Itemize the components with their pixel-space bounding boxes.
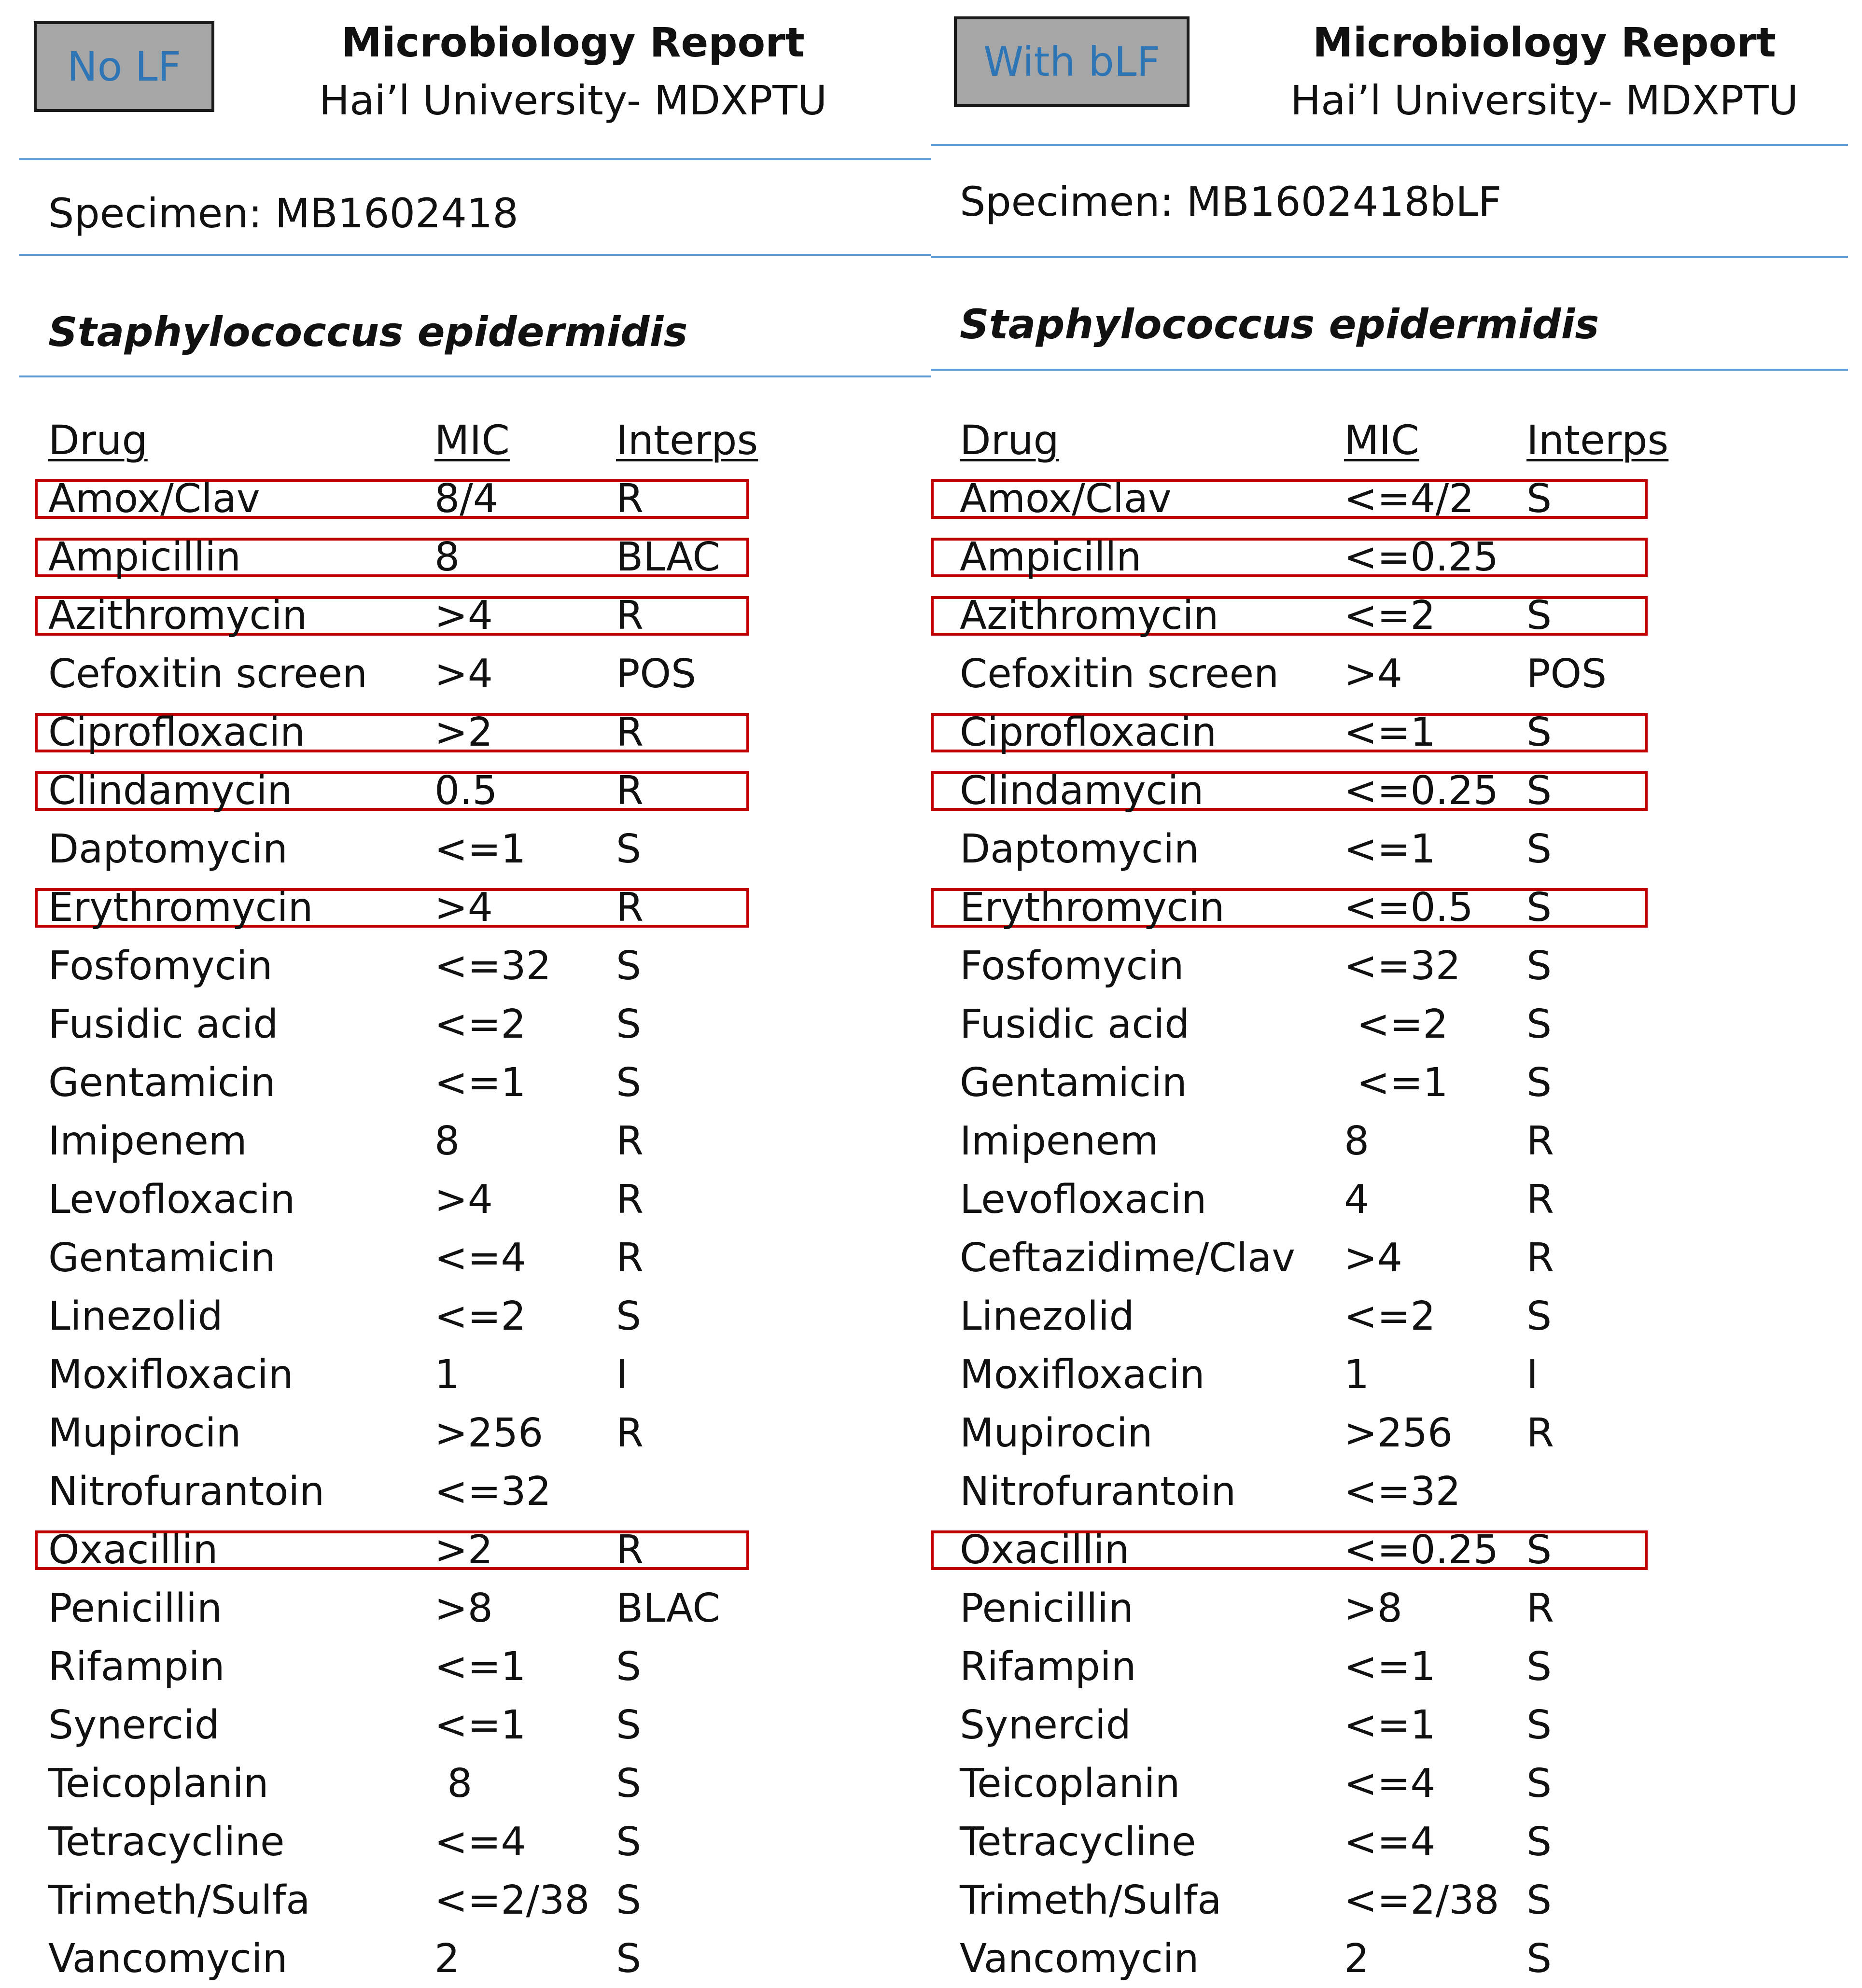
interp-cell: S (1526, 1001, 1552, 1047)
mic-cell: <=2 (434, 1293, 526, 1339)
mic-cell: <=4 (1344, 1819, 1436, 1865)
table-row (0, 1170, 931, 1229)
mic-cell: <=1 (1344, 709, 1436, 755)
drug-cell: Ceftazidime/Clav (960, 1235, 1295, 1281)
table-row (0, 1754, 931, 1813)
interp-cell: POS (1526, 651, 1607, 697)
table-row (0, 1346, 931, 1404)
interp-cell: R (616, 1177, 644, 1223)
interp-cell: S (1526, 1527, 1552, 1573)
table-row (0, 1404, 931, 1462)
table-row (931, 937, 1862, 995)
table-row (931, 878, 1862, 937)
interp-cell: R (616, 768, 644, 814)
table-row (0, 703, 931, 762)
drug-cell: Levofloxacin (960, 1177, 1207, 1223)
interp-cell: S (1526, 1761, 1552, 1807)
mic-cell: <=4 (1344, 1761, 1436, 1807)
interp-cell: R (1526, 1177, 1554, 1223)
drug-cell: Nitrofurantoin (960, 1469, 1236, 1515)
drug-cell: Ampicillin (48, 534, 241, 580)
drug-cell: Fusidic acid (960, 1001, 1190, 1047)
interp-cell: S (1526, 826, 1552, 872)
mic-cell: >2 (434, 709, 493, 755)
mic-cell: <=2 (1344, 1001, 1448, 1047)
table-row (0, 1871, 931, 1930)
table-row (0, 470, 931, 528)
report-panel-no-lf (0, 0, 931, 1985)
interp-cell: R (1526, 1585, 1554, 1631)
mic-cell: <=32 (1344, 943, 1461, 989)
interp-cell: S (616, 1702, 642, 1748)
drug-cell: Imipenem (48, 1118, 247, 1164)
interp-cell: S (616, 1819, 642, 1865)
drug-cell: Cefoxitin screen (48, 651, 368, 697)
drug-cell: Mupirocin (960, 1410, 1153, 1456)
table-row (931, 1170, 1862, 1229)
mic-cell: <=1 (1344, 1702, 1436, 1748)
divider-line (931, 256, 1848, 258)
divider-line (931, 369, 1848, 371)
mic-cell: 1 (434, 1352, 460, 1398)
report-institution: Hai’l University- MDXPTU (319, 77, 827, 124)
table-row (931, 1813, 1862, 1871)
table-row (931, 820, 1862, 878)
drug-cell: Fusidic acid (48, 1001, 279, 1047)
drug-cell: Oxacillin (48, 1527, 218, 1573)
table-row (0, 995, 931, 1054)
divider-line (931, 144, 1848, 146)
table-row (931, 1521, 1862, 1579)
interp-cell: S (1526, 1936, 1552, 1982)
mic-cell: 8 (434, 534, 460, 580)
drug-cell: Amox/Clav (960, 476, 1172, 522)
interp-cell: R (1526, 1410, 1554, 1456)
interp-cell: S (616, 1060, 642, 1106)
drug-cell: Gentamicin (960, 1060, 1187, 1106)
drug-cell: Synercid (48, 1702, 220, 1748)
interp-cell: S (1526, 943, 1552, 989)
interp-cell: S (1526, 1877, 1552, 1923)
interp-cell: S (616, 1761, 642, 1807)
mic-cell: 8 (434, 1761, 473, 1807)
interp-cell: S (616, 1877, 642, 1923)
drug-cell: Ciprofloxacin (960, 709, 1217, 755)
table-row (931, 1579, 1862, 1638)
table-row (0, 937, 931, 995)
mic-cell: <=1 (434, 1644, 526, 1690)
interp-cell: I (1526, 1352, 1539, 1398)
interp-cell: S (1526, 1060, 1552, 1106)
drug-cell: Mupirocin (48, 1410, 241, 1456)
table-row (0, 1696, 931, 1754)
table-row (931, 1462, 1862, 1521)
drug-cell: Azithromycin (48, 593, 308, 639)
interp-cell: S (616, 1936, 642, 1982)
mic-cell: 8 (434, 1118, 460, 1164)
drug-cell: Erythromycin (48, 885, 313, 931)
drug-cell: Nitrofurantoin (48, 1469, 325, 1515)
interp-cell: S (1526, 1819, 1552, 1865)
interp-cell: S (1526, 1702, 1552, 1748)
table-row (931, 1696, 1862, 1754)
mic-cell: <=0.5 (1344, 885, 1473, 931)
drug-cell: Clindamycin (960, 768, 1204, 814)
table-row (0, 878, 931, 937)
mic-cell: 8/4 (434, 476, 498, 522)
interp-cell: R (616, 476, 644, 522)
organism-name: Staphylococcus epidermidis (48, 308, 688, 356)
interp-cell: BLAC (616, 534, 720, 580)
mic-cell: <=2 (1344, 593, 1436, 639)
mic-cell: 2 (1344, 1936, 1370, 1982)
interp-cell: POS (616, 651, 697, 697)
mic-cell: >4 (1344, 651, 1402, 697)
drug-cell: Linezolid (960, 1293, 1134, 1339)
mic-cell: <=4 (434, 1235, 526, 1281)
table-row (931, 470, 1862, 528)
table-row (931, 586, 1862, 645)
mic-cell: <=2/38 (434, 1877, 590, 1923)
mic-cell: <=1 (1344, 1060, 1448, 1106)
drug-cell: Linezolid (48, 1293, 223, 1339)
mic-cell: >2 (434, 1527, 493, 1573)
table-row (0, 762, 931, 820)
mic-cell: <=4 (434, 1819, 526, 1865)
mic-cell: 0.5 (434, 768, 498, 814)
table-row (0, 1287, 931, 1346)
mic-cell: >4 (434, 651, 493, 697)
mic-cell: <=2/38 (1344, 1877, 1499, 1923)
interp-cell: S (1526, 768, 1552, 814)
column-header-drug: Drug (960, 417, 1059, 464)
table-row (931, 645, 1862, 703)
mic-cell: <=32 (1344, 1469, 1461, 1515)
interp-cell: R (1526, 1118, 1554, 1164)
drug-cell: Synercid (960, 1702, 1131, 1748)
interp-cell: S (616, 943, 642, 989)
table-row (0, 1579, 931, 1638)
table-row (931, 762, 1862, 820)
divider-line (19, 158, 931, 160)
drug-cell: Trimeth/Sulfa (960, 1877, 1222, 1923)
column-header-interps: Interps (616, 417, 758, 464)
drug-cell: Daptomycin (48, 826, 288, 872)
interp-cell: R (1526, 1235, 1554, 1281)
mic-cell: >4 (434, 1177, 493, 1223)
drug-cell: Oxacillin (960, 1527, 1130, 1573)
mic-cell: >4 (434, 593, 493, 639)
mic-cell: >256 (434, 1410, 544, 1456)
mic-cell: <=0.25 (1344, 768, 1498, 814)
interp-cell: S (616, 826, 642, 872)
mic-cell: <=32 (434, 943, 551, 989)
interp-cell: R (616, 593, 644, 639)
mic-cell: >256 (1344, 1410, 1453, 1456)
condition-tag: No LF (34, 21, 214, 112)
drug-cell: Imipenem (960, 1118, 1159, 1164)
table-row (0, 1229, 931, 1287)
drug-cell: Ampicilln (960, 534, 1142, 580)
column-header-mic: MIC (1344, 417, 1419, 464)
mic-cell: >8 (1344, 1585, 1402, 1631)
interp-cell: S (1526, 885, 1552, 931)
table-row (0, 1638, 931, 1696)
mic-cell: 8 (1344, 1118, 1370, 1164)
table-row (0, 1930, 931, 1988)
interp-cell: S (1526, 476, 1552, 522)
table-row (0, 586, 931, 645)
table-row (931, 1054, 1862, 1112)
drug-cell: Tetracycline (960, 1819, 1196, 1865)
drug-cell: Clindamycin (48, 768, 293, 814)
drug-cell: Vancomycin (48, 1936, 288, 1982)
interp-cell: S (1526, 1644, 1552, 1690)
table-row (0, 645, 931, 703)
divider-line (19, 375, 931, 377)
mic-cell: <=0.25 (1344, 534, 1498, 580)
table-row (0, 528, 931, 586)
mic-cell: <=2 (1344, 1293, 1436, 1339)
mic-cell: <=1 (1344, 826, 1436, 872)
table-row (931, 703, 1862, 762)
interp-cell: S (1526, 709, 1552, 755)
table-row (931, 1930, 1862, 1988)
mic-cell: <=1 (434, 1060, 526, 1106)
mic-cell: <=1 (434, 1702, 526, 1748)
drug-cell: Teicoplanin (48, 1761, 269, 1807)
drug-cell: Gentamicin (48, 1235, 276, 1281)
report-institution: Hai’l University- MDXPTU (1290, 77, 1799, 124)
column-header-interps: Interps (1526, 417, 1669, 464)
interp-cell: S (616, 1293, 642, 1339)
drug-cell: Daptomycin (960, 826, 1200, 872)
drug-cell: Moxifloxacin (48, 1352, 294, 1398)
table-row (0, 820, 931, 878)
report-title: Microbiology Report (1313, 19, 1776, 66)
table-row (0, 1813, 931, 1871)
drug-cell: Teicoplanin (960, 1761, 1180, 1807)
table-row (931, 1404, 1862, 1462)
table-row (0, 1054, 931, 1112)
interp-cell: S (616, 1644, 642, 1690)
drug-cell: Vancomycin (960, 1936, 1199, 1982)
divider-line (19, 254, 931, 256)
drug-cell: Moxifloxacin (960, 1352, 1205, 1398)
interp-cell: R (616, 1118, 644, 1164)
mic-cell: <=32 (434, 1469, 551, 1515)
table-row (0, 1112, 931, 1170)
interp-cell: R (616, 709, 644, 755)
interp-cell: R (616, 1527, 644, 1573)
table-row (931, 528, 1862, 586)
interp-cell: R (616, 1235, 644, 1281)
drug-cell: Penicillin (48, 1585, 222, 1631)
mic-cell: 1 (1344, 1352, 1370, 1398)
mic-cell: >8 (434, 1585, 493, 1631)
mic-cell: >4 (1344, 1235, 1402, 1281)
table-row (931, 1638, 1862, 1696)
specimen-id: Specimen: MB1602418 (48, 190, 518, 237)
drug-cell: Ciprofloxacin (48, 709, 306, 755)
organism-name: Staphylococcus epidermidis (960, 301, 1599, 348)
specimen-id: Specimen: MB1602418bLF (960, 178, 1502, 225)
table-row (0, 1521, 931, 1579)
drug-cell: Rifampin (960, 1644, 1136, 1690)
report-title: Microbiology Report (341, 19, 805, 66)
interp-cell: S (1526, 593, 1552, 639)
drug-cell: Erythromycin (960, 885, 1225, 931)
table-row (931, 1287, 1862, 1346)
interp-cell: S (1526, 1293, 1552, 1339)
table-row (931, 1871, 1862, 1930)
interp-cell: I (616, 1352, 628, 1398)
drug-cell: Levofloxacin (48, 1177, 295, 1223)
mic-cell: <=0.25 (1344, 1527, 1498, 1573)
interp-cell: R (616, 1410, 644, 1456)
report-panel-with-blf (931, 0, 1862, 1985)
mic-cell: 4 (1344, 1177, 1370, 1223)
drug-cell: Gentamicin (48, 1060, 276, 1106)
column-header-mic: MIC (434, 417, 510, 464)
drug-cell: Fosfomycin (48, 943, 273, 989)
drug-cell: Fosfomycin (960, 943, 1184, 989)
mic-cell: <=1 (434, 826, 526, 872)
interp-cell: S (616, 1001, 642, 1047)
table-row (931, 995, 1862, 1054)
table-row (931, 1754, 1862, 1813)
mic-cell: <=1 (1344, 1644, 1436, 1690)
drug-cell: Azithromycin (960, 593, 1219, 639)
mic-cell: >4 (434, 885, 493, 931)
mic-cell: 2 (434, 1936, 460, 1982)
interp-cell: BLAC (616, 1585, 720, 1631)
table-row (931, 1346, 1862, 1404)
condition-tag: With bLF (954, 16, 1190, 107)
drug-cell: Tetracycline (48, 1819, 285, 1865)
table-row (931, 1229, 1862, 1287)
mic-cell: <=4/2 (1344, 476, 1474, 522)
drug-cell: Trimeth/Sulfa (48, 1877, 310, 1923)
drug-cell: Rifampin (48, 1644, 225, 1690)
drug-cell: Cefoxitin screen (960, 651, 1279, 697)
mic-cell: <=2 (434, 1001, 526, 1047)
table-row (0, 1462, 931, 1521)
drug-cell: Amox/Clav (48, 476, 260, 522)
column-header-drug: Drug (48, 417, 148, 464)
drug-cell: Penicillin (960, 1585, 1134, 1631)
table-row (931, 1112, 1862, 1170)
interp-cell: R (616, 885, 644, 931)
